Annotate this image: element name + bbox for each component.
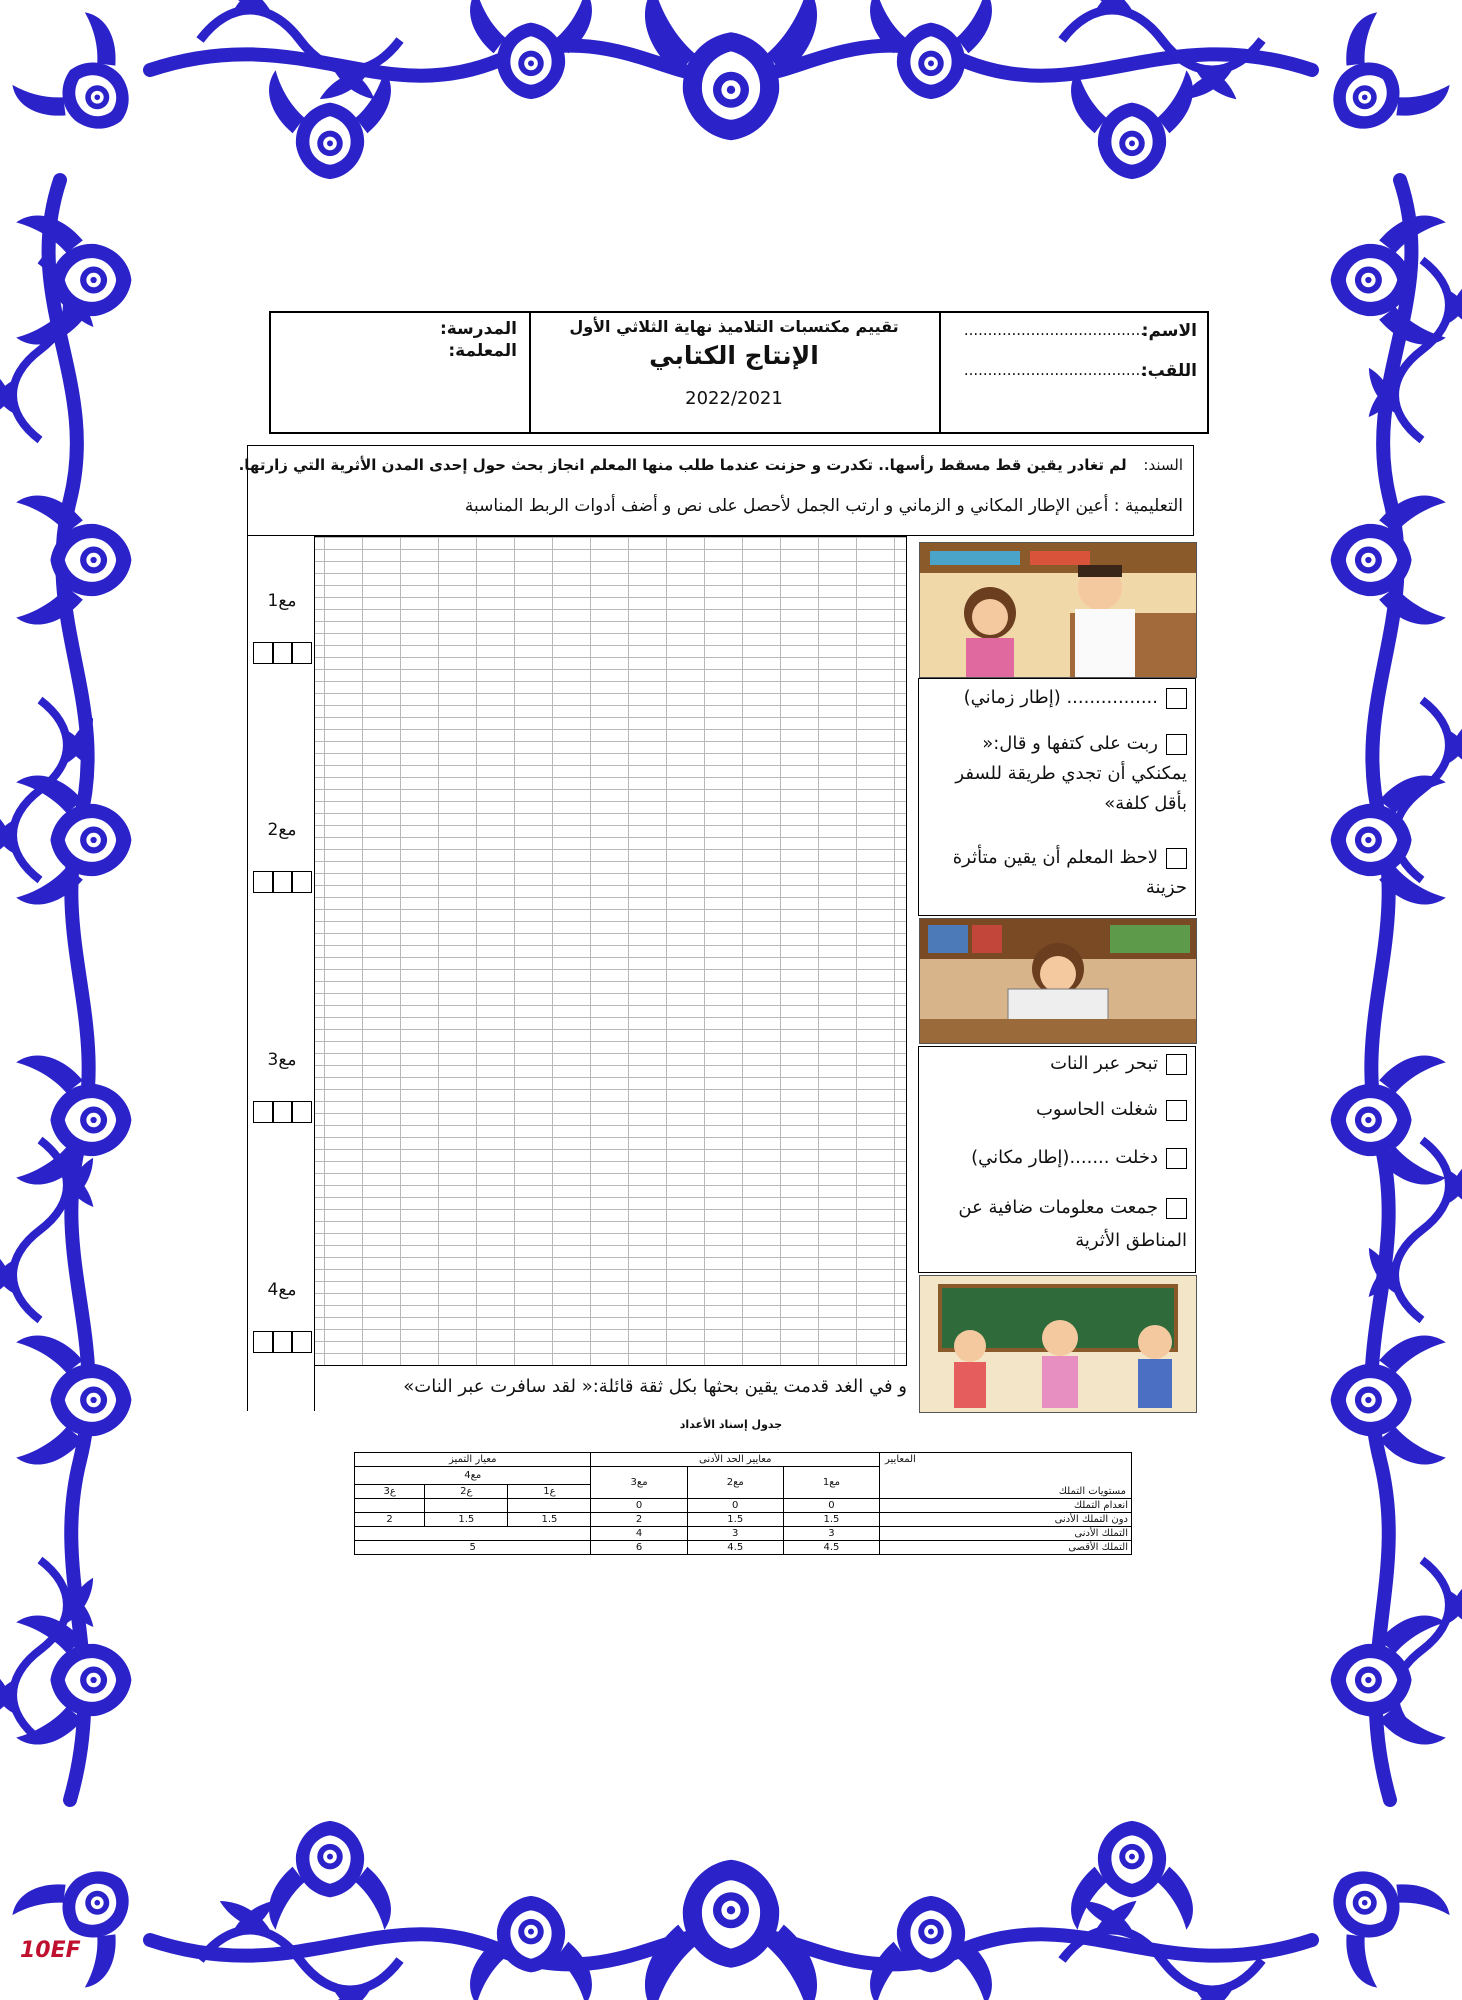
score-table-title: جدول إسناد الأعداد — [679, 1418, 783, 1431]
table-row — [355, 1453, 1132, 1467]
criterion-label-2: مع2 — [267, 820, 297, 840]
table-row: التملك الأقصى 4.5 4.5 6 5 — [355, 1541, 1132, 1555]
checkbox[interactable] — [1166, 1148, 1187, 1169]
support-line — [238, 456, 1183, 474]
table-row: دون التملك الأدنى 1.5 1.5 2 1.5 1.5 2 — [355, 1513, 1132, 1527]
col-header: مع1 — [783, 1467, 879, 1499]
name-field[interactable]: ...................................... — [963, 321, 1145, 339]
criterion-score-boxes-3[interactable] — [253, 1101, 310, 1123]
surname-field[interactable]: ...................................... — [963, 361, 1145, 379]
instruction-text: التعليمية : أعين الإطار المكاني و الزماني و ارتب الجمل لأحصل على نص و أضف أدوات الربط المناسبة — [464, 496, 1183, 516]
panel2-item-1[interactable]: تبحر عبر النات — [925, 1049, 1187, 1079]
sentences-panel-2 — [918, 1046, 1196, 1273]
panel2-item-3[interactable]: دخلت .......(إطار مكاني) — [925, 1143, 1187, 1173]
criterion-score-boxes-1[interactable] — [253, 642, 310, 664]
criterion-score-boxes-4[interactable] — [253, 1331, 310, 1353]
table-row: التملك الأدنى 3 3 4 — [355, 1527, 1132, 1541]
children-classroom-illustration — [919, 1275, 1197, 1413]
sub-header: ع3 — [355, 1485, 425, 1499]
support-text: لم تغادر يقين قط مسقط رأسها.. تكدرت و حزنت عندما طلب منها المعلم انجاز بحث حول إحدى المدن الأثرية التي زارتها. — [238, 456, 1127, 474]
criteria-column — [247, 536, 315, 1411]
col-header: مع4 — [355, 1467, 591, 1485]
table-corner-cell: المعايير مستويات التملك — [880, 1453, 1132, 1499]
page-title: الإنتاج الكتابي — [649, 341, 819, 370]
header-box — [269, 311, 1209, 434]
surname-label: اللقب: — [1140, 361, 1197, 381]
criterion-score-boxes-2[interactable] — [253, 871, 310, 893]
col-header: مع2 — [687, 1467, 783, 1499]
score-table — [354, 1452, 1132, 1555]
writing-grid[interactable] — [247, 536, 907, 1411]
criterion-label-3: مع3 — [267, 1050, 297, 1070]
sub-header: ع1 — [508, 1485, 591, 1499]
table-row: انعدام التملك 0 0 0 — [355, 1499, 1132, 1513]
teacher-student-illustration — [919, 542, 1197, 678]
school-label: المدرسة: — [439, 319, 517, 339]
checkbox[interactable] — [1166, 1054, 1187, 1075]
checkbox[interactable] — [1166, 848, 1187, 869]
panel1-item-3[interactable]: لاحظ المعلم أن يقين متأثرة حزينة — [952, 847, 1187, 898]
checkbox[interactable] — [1166, 688, 1187, 709]
name-label: الاسم: — [1141, 321, 1197, 341]
checkbox[interactable] — [1166, 1100, 1187, 1121]
closing-sentence: و في الغد قدمت يقين بحثها بكل ثقة قائلة:« لقد سافرت عبر النات» — [403, 1376, 907, 1397]
group-min-header: معايير الحد الأدنى — [591, 1453, 880, 1467]
assessment-title: تقييم مكتسبات التلاميذ نهاية الثلاثي الأول — [569, 317, 899, 336]
panel1-item-1[interactable]: ................ (إطار زماني) — [925, 683, 1187, 713]
col-header: مع3 — [591, 1467, 687, 1499]
teacher-label: المعلمة: — [448, 341, 517, 361]
criterion-label-1: مع1 — [267, 591, 297, 611]
checkbox[interactable] — [1166, 1198, 1187, 1219]
sub-header: ع2 — [425, 1485, 508, 1499]
girl-computer-illustration — [919, 918, 1197, 1044]
site-logo: 10EF — [20, 1938, 81, 1963]
closing-sentence-strip — [315, 1365, 907, 1411]
school-year: 2022/2021 — [685, 388, 783, 409]
panel2-item-2[interactable]: شغلت الحاسوب — [925, 1095, 1187, 1125]
panel1-item-2[interactable]: ربت على كتفها و قال:« يمكنكي أن تجدي طريقة للسفر بأقل كلفة» — [955, 733, 1187, 814]
sentences-panel-1 — [918, 678, 1196, 916]
checkbox[interactable] — [1166, 734, 1187, 755]
support-label: السند: — [1143, 456, 1183, 474]
assignment-box — [238, 445, 1194, 536]
panel2-item-4[interactable]: جمعت معلومات ضافية عن المناطق الأثرية — [958, 1197, 1187, 1251]
group-excel-header: معيار التميز — [355, 1453, 591, 1467]
criterion-label-4: مع4 — [267, 1280, 297, 1300]
